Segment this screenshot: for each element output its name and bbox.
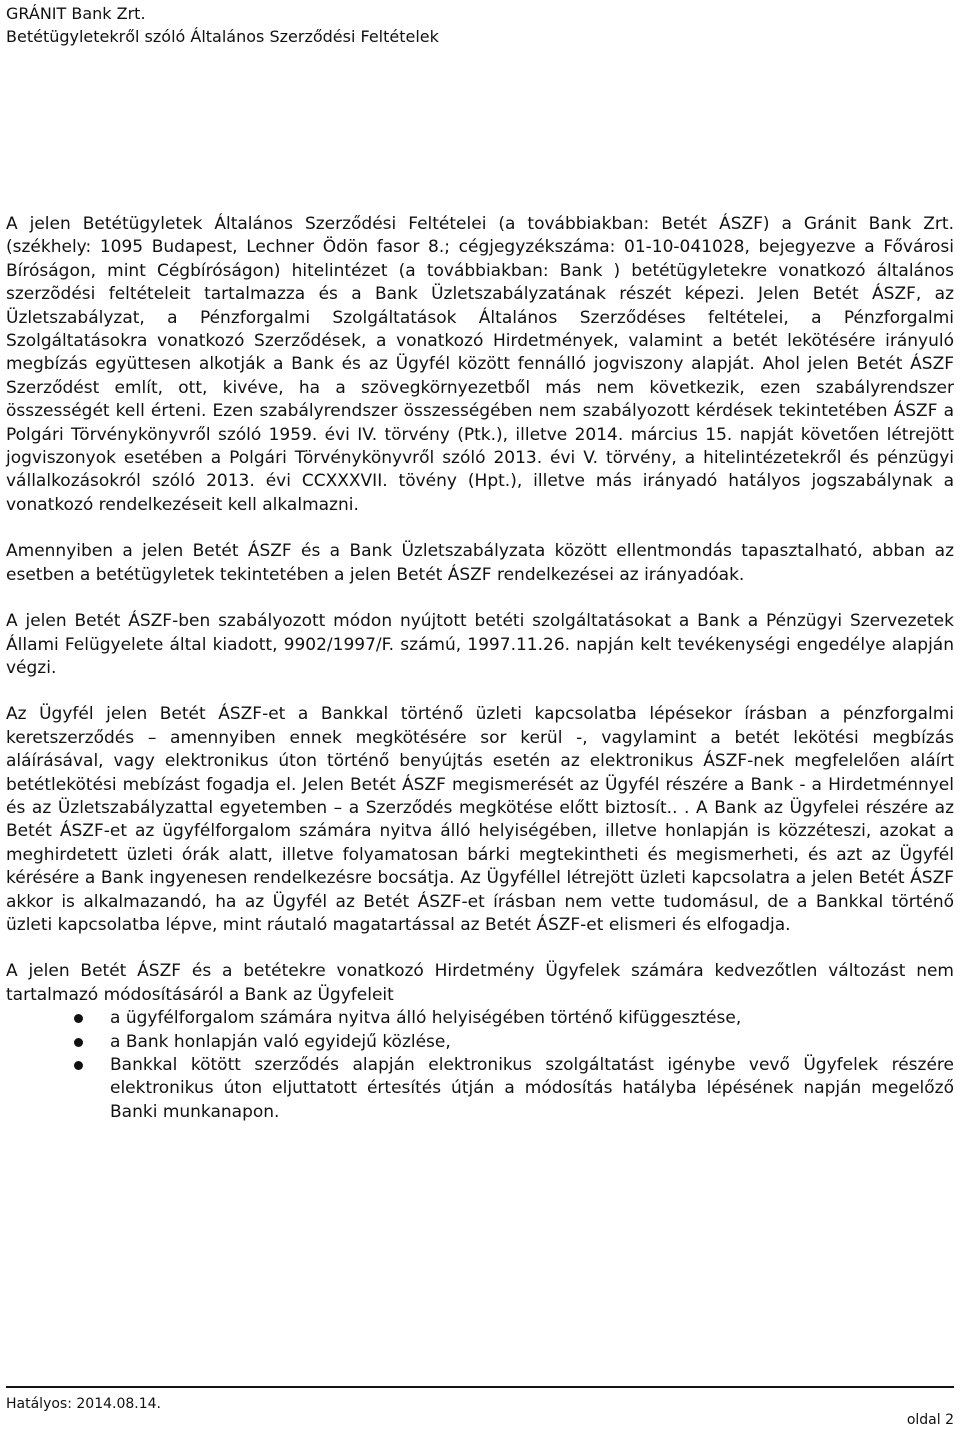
page-number: oldal 2 xyxy=(906,1412,954,1428)
bullet-list xyxy=(6,1007,954,1124)
bank-name: GRÁNIT Bank Zrt. xyxy=(6,4,146,23)
list-item xyxy=(6,1007,954,1030)
document-body xyxy=(6,213,954,1124)
paragraph-license: A jelen Betét ÁSZF-ben szabályozott módon nyújtott betéti szolgáltatásokat a Bank a Pénzügyi Szervezetek Állami Felügyelete által kiadott, 9902/1997/F. számú, 1997.11.26. napján kelt tevékenységi engedélye alapján végzi. xyxy=(6,611,954,678)
paragraph-modification: A jelen Betét ÁSZF és a betétekre vonatkozó Hirdetmény Ügyfelek számára kedvezőtlen változást nem tartalmazó módosításáról a Bank az Ügyfeleit xyxy=(6,961,954,1005)
effective-date: Hatályos: 2014.08.14. xyxy=(6,1396,161,1412)
paragraph-precedence: Amennyiben a jelen Betét ÁSZF és a Bank Üzletszabályzata között ellentmondás tapasztalható, abban az esetben a betétügyletek tekintetében a jelen Betét ÁSZF rendelkezései az irányadóak. xyxy=(6,541,954,585)
list-item-text: a Bank honlapján való egyidejű közlése, xyxy=(110,1031,451,1052)
page-header xyxy=(6,2,439,48)
bullet-icon xyxy=(74,1014,83,1023)
list-item xyxy=(6,1054,954,1124)
document-title: Betétügyletekről szóló Általános Szerződési Feltételek xyxy=(6,27,439,46)
paragraph-intro: A jelen Betétügyletek Általános Szerződési Feltételei (a továbbiakban: Betét ÁSZF) a Gránit Bank Zrt. (székhely: 1095 Budapest, Lechner Ödön fasor 8.; cégjegyzékszáma: 01-10-041028, bejegyezve a Fővárosi Bíróságon, mint Cégbíróságon) hitelintézet (a továbbiakban: Bank ) betétügyletekre vonatkozó általános szerzõdési feltételeit tartalmazza és a Bank Üzletszabályzatának részét képezi. Jelen Betét ÁSZF, az Üzletszabályzat, a Pénzforgalmi Szolgáltatások Általános Szerződéses feltételei, a Pénzforgalmi Szolgáltatásokra vonatkozó Szerződések, a vonatkozó Hirdetmények, valamint a betét lekötésére irányuló megbízás együttesen alkotják a Bank és az Ügyfél között fennálló jogviszony alapját. Ahol jelen Betét ÁSZF Szerződést említ, ott, kivéve, ha a szövegkörnyezetből más nem következik, ezen szabályrendszer összességét kell érteni. Ezen szabályrendszer összességében nem szabályozott kérdések tekintetében ÁSZF a Polgári Törvénykönyvről szóló 1959. évi IV. törvény (Ptk.), illetve 2014. március 15. napját követően létrejött jogviszonyok esetében a Polgári Törvénykönyvről szóló 2013. évi V. törvény, a hitelintézetekről és pénzügyi vállalkozásokról szóló 2013. évi CCXXXVII. tövény (Hpt.), illetve más irányadó hatályos jogszabálynak a vonatkozó rendelkezéseit kell alkalmazni. xyxy=(6,214,954,515)
footer-divider xyxy=(6,1386,954,1388)
list-item-text: a ügyfélforgalom számára nyitva álló helyiségében történő kifüggesztése, xyxy=(110,1008,742,1029)
bullet-icon xyxy=(74,1061,83,1070)
list-item-text: Bankkal kötött szerződés alapján elektronikus szolgáltatást igénybe vevő Ügyfelek részére elektronikus úton eljuttatott értesítés útján a módosítás hatályba lépésének napján megelőző Banki munkanapon. xyxy=(110,1055,954,1122)
bullet-icon xyxy=(74,1038,83,1047)
list-item xyxy=(6,1031,954,1054)
paragraph-acceptance: Az Ügyfél jelen Betét ÁSZF-et a Bankkal történő üzleti kapcsolatba lépésekor írásban a pénzforgalmi keretszerződés – amennyiben ennek megkötésére sor kerül -, vagylamint a betét lekötési megbízás aláírásával, vagy elektronikus úton történő benyújtás esetén az elektronikus ÁSZF-nek megfelelően aláírt betétlekötési mebízást fogadja el. Jelen Betét ÁSZF megismerését az Ügyfél részére a Bank - a Hirdetménnyel és az Üzletszabályzattal egyetemben – a Szerződés megkötése előtt biztosít.. . A Bank az Ügyfelei részére az Betét ÁSZF-et az ügyfélforgalom számára nyitva álló helyiségében, illetve honlapján is közzéteszi, azokat a meghirdetett üzleti órák alatt, illetve folyamatosan bárki megtekintheti és megismerheti, és azt az Ügyfél kérésére a Bank ingyenesen rendelkezésre bocsátja. Az Ügyféllel létrejött üzleti kapcsolatra a jelen Betét ÁSZF akkor is alkalmazandó, ha az Ügyfél az Betét ÁSZF-et írásban nem vette tudomásul, de a Bankkal történő üzleti kapcsolatba lépve, mint ráutaló magatartással az Betét ÁSZF-et elismeri és elfogadja. xyxy=(6,704,954,935)
